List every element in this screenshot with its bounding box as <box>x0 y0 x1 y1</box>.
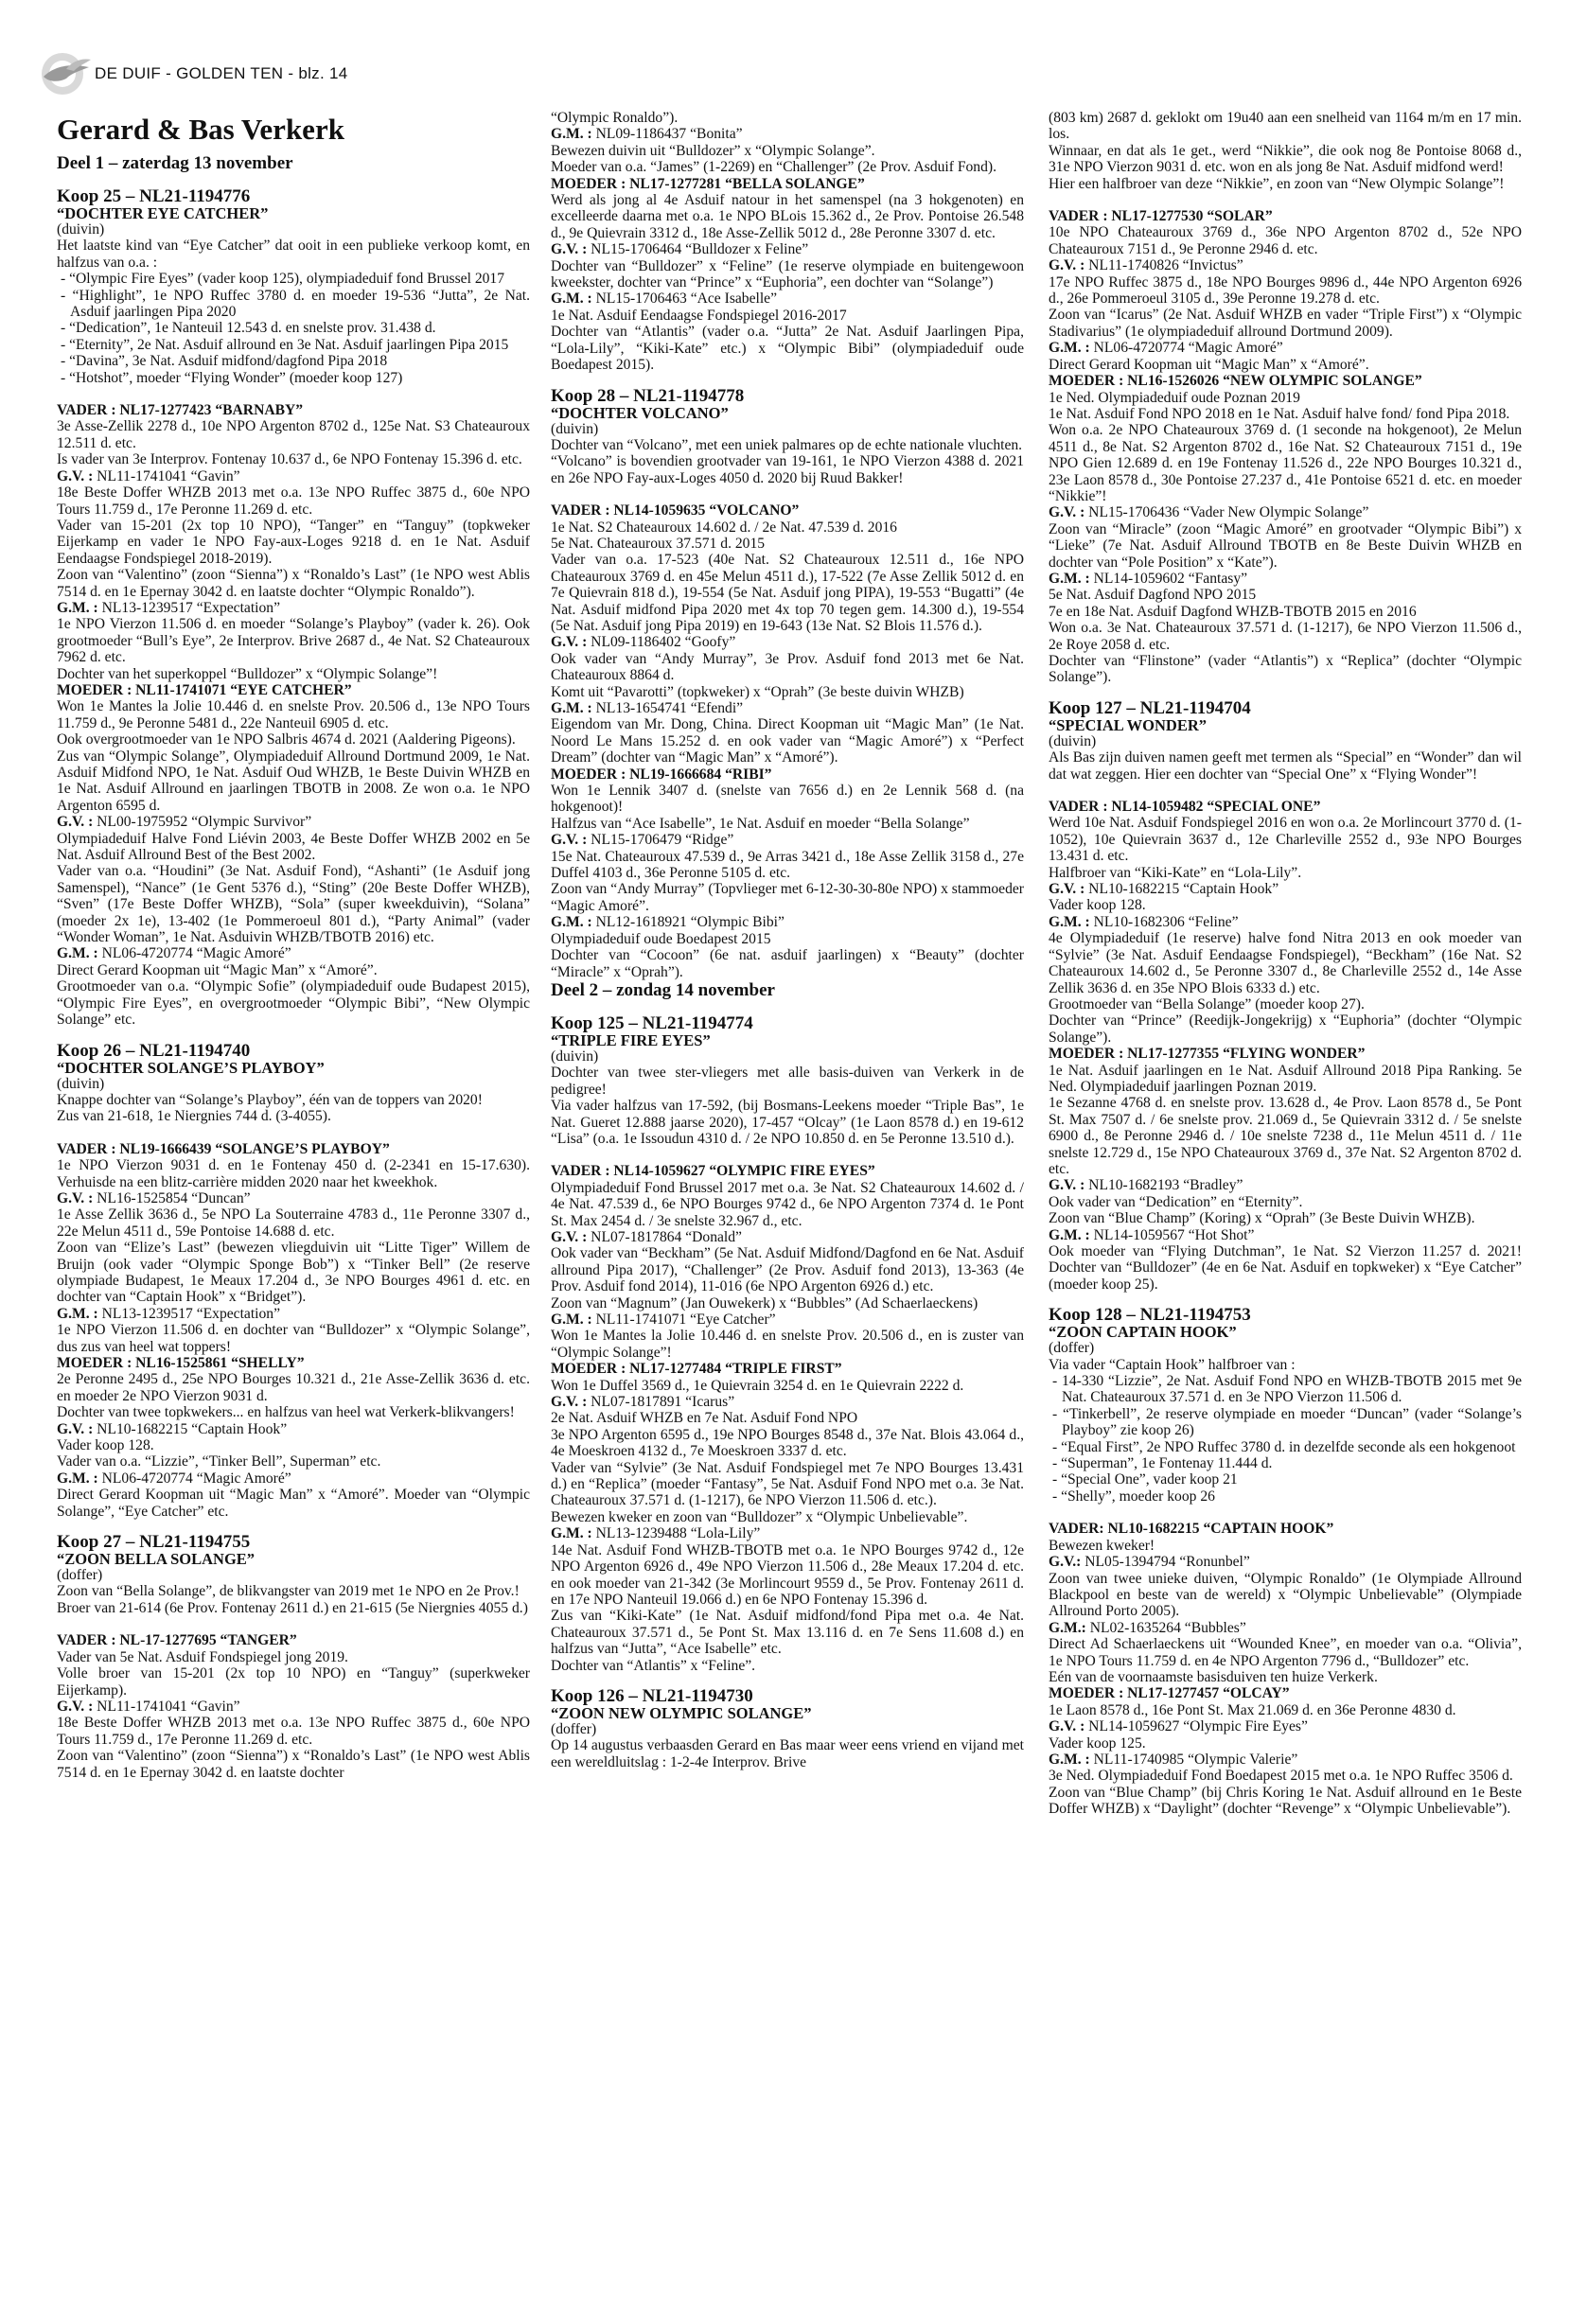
parent-heading: MOEDER : NL17-1277281 “BELLA SOLANGE” <box>551 175 865 192</box>
pedigree-value: NL11-1741041 “Gavin” <box>93 467 240 484</box>
paragraph: Zoon van “Icarus” (2e Nat. Asduif WHZB en vader “Triple First”) x “Olympic Stadivarius” (1e olympiadeduif allround Dortmund 2009). <box>1049 307 1522 340</box>
spacer <box>551 1147 1024 1163</box>
paragraph: Ook moeder van “Flying Dutchman”, 1e Nat. S2 Vierzon 11.257 d. 2021! Dochter van “Bulldozer” (4e en 6e Nat. Asduif en topkweker) x “Eye Catcher” (moeder koop 25). <box>1049 1243 1522 1293</box>
paragraph: Zoon van “Valentino” (zoon “Sienna”) x “Ronaldo’s Last” (1e NPO west Ablis 7514 d. en 1e Epernay 3042 d. en laatste dochter “Olympic Ronaldo”). <box>57 567 530 600</box>
pedigree-value: NL09-1186402 “Goofy” <box>587 634 736 651</box>
paragraph: 2e Peronne 2495 d., 25e NPO Bourges 10.321 d., 21e Asse-Zellik 3636 d. etc. en moeder 2e NPO Vierzon 9031 d. <box>57 1371 530 1404</box>
parent-heading: VADER : NL14-1059635 “VOLCANO” <box>551 502 800 519</box>
pedigree-label: G.M. : <box>551 1525 592 1542</box>
paragraph: Direct Gerard Koopman uit “Magic Man” x “Amoré”. <box>57 961 378 978</box>
pedigree-value: NL11-1741071 “Eye Catcher” <box>591 1312 776 1328</box>
pedigree-line <box>1049 1554 1522 1570</box>
pedigree-value: NL15-1706436 “Vader New Olympic Solange” <box>1084 504 1369 521</box>
lot-heading <box>57 1042 530 1092</box>
paragraph: “Volcano” is bovendien grootvader van 19-161, 1e NPO Vierzon 4388 d. 2021 en 26e NPO Fay-aux-Loges 4050 d. 2020 bij Ruud Bakker! <box>551 453 1024 486</box>
paragraph: 3e Asse-Zellik 2278 d., 10e NPO Argenton 8702 d., 125e Nat. S3 Chateauroux 12.511 d. etc. <box>57 418 530 451</box>
lot-heading <box>57 1533 530 1583</box>
paragraph: 4e Olympiadeduif (1e reserve) halve fond Nitra 2013 en ook moeder van “Sylvie” (3e Nat. Asduif Eendaagse Fondspiegel), “Beckham” (16e Nat. S2 Chateauroux 14.602 d., 5e Peronne 3307 d., 8e Charleville 2552 d., 14e Asse Zellik 3636 d. en 35e NPO Blois 6333 d.) etc. <box>1049 930 1522 996</box>
lot-sex: (doffer) <box>551 1720 597 1737</box>
pedigree-label: G.V. : <box>551 1394 588 1411</box>
list-item: - “Eternity”, 2e Nat. Asduif allround en 3e Nat. Asduif jaarlingen Pipa 2015 <box>61 336 509 353</box>
spacer <box>1049 1505 1522 1521</box>
paragraph: “Olympic Ronaldo”). <box>551 110 679 126</box>
column-3 <box>1049 110 1522 1818</box>
pedigree-line <box>1049 881 1522 897</box>
pedigree-line <box>551 1525 1024 1541</box>
parent-heading: MOEDER : NL16-1525861 “SHELLY” <box>57 1355 305 1371</box>
pedigree-line <box>57 1306 530 1322</box>
pedigree-value: NL10-1682215 “Captain Hook” <box>1084 881 1279 898</box>
pedigree-label: G.V. : <box>57 467 94 484</box>
paragraph: Won 1e Mantes la Jolie 10.446 d. en snelste Prov. 20.506 d., en is zuster van “Olympic Solange”! <box>551 1328 1024 1361</box>
pedigree-line <box>57 1699 530 1715</box>
parent-heading: VADER : NL17-1277530 “SOLAR” <box>1049 208 1273 225</box>
paragraph: Dochter van “Prince” (Reedijk-Jongekrijg) x “Euphoria” (dochter “Olympic Solange”). <box>1049 1012 1522 1046</box>
pedigree-line <box>1049 1620 1522 1636</box>
paragraph: Dochter van “Cocoon” (6e nat. asduif jaarlingen) x “Beauty” (dochter “Miracle” x “Oprah”). <box>551 947 1024 980</box>
paragraph: Dochter van “Atlantis” (vader o.a. “Jutta” 2e Nat. Asduif Jaarlingen Pipa, “Lola-Lily”, “Kiki-Kate” etc.) x “Olympic Bibi” (olympiadeduif oude Boedapest 2015). <box>551 324 1024 374</box>
spacer <box>57 386 530 402</box>
paragraph: Dochter van “Volcano”, met een uniek palmares op de echte nationale vluchten. <box>551 436 1023 453</box>
paragraph: Zoon van “Valentino” (zoon “Sienna”) x “Ronaldo’s Last” (1e NPO west Ablis 7514 d. en 1e Epernay 3042 d. en laatste dochter <box>57 1748 530 1781</box>
paragraph: Hier een halfbroer van deze “Nikkie”, en zoon van “New Olympic Solange”! <box>1049 175 1505 192</box>
paragraph: Via vader “Captain Hook” halfbroer van : <box>1049 1356 1296 1373</box>
lot-sex: (doffer) <box>57 1567 103 1584</box>
pedigree-value: NL06-4720774 “Magic Amoré” <box>1089 340 1283 357</box>
paragraph: Vader koop 128. <box>57 1437 154 1454</box>
paragraph: Ook vader van “Andy Murray”, 3e Prov. Asduif fond 2013 met 6e Nat. Chateauroux 8864 d. <box>551 650 1024 684</box>
lot-name: “DOCHTER EYE CATCHER” <box>57 204 269 222</box>
paragraph: Vader van 5e Nat. Asduif Fondspiegel jong 2019. <box>57 1648 348 1665</box>
lot-name: “TRIPLE FIRE EYES” <box>551 1030 711 1049</box>
paragraph: Grootmoeder van o.a. “Olympic Sofie” (olympiadeduif oude Budapest 2015), “Olympic Fire Eyes”, en overgrootmoeder “Olympic Bibi”, “New Olympic Solange” etc. <box>57 978 530 1029</box>
paragraph: 14e Nat. Asduif Fond WHZB-TBOTB met o.a. 1e NPO Bourges 9742 d., 12e NPO Argenton 6926 d., 49e NPO Vierzon 11.506 d., 28e Meaux 17.204 d. etc. en ook moeder van 21-342 (3e Morlincourt 9559 d., 5e Prov. Fontenay 2611 d. en 17e NPO Nanteuil 19.066 d.) en 6e NPO Fontenay 15.396 d. <box>551 1541 1024 1608</box>
pedigree-label: G.M. : <box>551 126 592 143</box>
paragraph: Bewezen kweker en zoon van “Bulldozer” x “Olympic Unbelievable”. <box>551 1508 968 1525</box>
pedigree-line <box>57 1470 530 1487</box>
column-1 <box>57 153 530 1781</box>
paragraph: Eigendom van Mr. Dong, China. Direct Koopman uit “Magic Man” (1e Nat. Noord Le Mans 15.252 d. en ook vader van “Magic Amoré”) x “Perfect Dream” (dochter van “Magic Man” x “Amoré”). <box>551 716 1024 766</box>
pedigree-value: NL14-1059567 “Hot Shot” <box>1089 1226 1255 1243</box>
paragraph: Dochter van twee topkwekers... en halfzus van heel wat Verkerk-blikvangers! <box>57 1404 515 1421</box>
lot-name: “DOCHTER SOLANGE’S PLAYBOY” <box>57 1058 325 1077</box>
pedigree-label: G.V. : <box>57 814 94 831</box>
paragraph: Won 1e Mantes la Jolie 10.446 d. en snelste Prov. 20.506 d., 13e NPO Tours 11.759 d., 9e Peronne 5481 d., 22e Nanteuil 6905 d. etc. <box>57 698 530 731</box>
paragraph: Vader van o.a. “Houdini” (3e Nat. Asduif Fond), “Ashanti” (1e Asduif jong Samenspel), “Nance” (1e Gent 5376 d.), “Sting” (20e Beste Doffer WHZB), “Sven” (17e Beste Doffer WHZB), “Sola” (super kweekduivin), “Solana” (moeder 2x 1e), 13-402 (1e Pommeroeul 801 d.), “Party Animal” (vader “Wonder Woman”, 1e Nat. Asduivin WHZB/TBOTB 2016) etc. <box>57 863 530 946</box>
parent-heading: VADER : NL-17-1277695 “TANGER” <box>57 1632 297 1649</box>
paragraph: Bewezen kweker! <box>1049 1537 1155 1554</box>
pedigree-label: G.M. : <box>57 1470 98 1487</box>
lot-number: Koop 127 – NL21-1194704 <box>1049 697 1251 718</box>
pedigree-line <box>1049 504 1522 520</box>
paragraph: Ook vader van “Dedication” en “Eternity”. <box>1049 1193 1303 1210</box>
list-item: - “Davina”, 3e Nat. Asduif midfond/dagfond Pipa 2018 <box>61 353 388 370</box>
pedigree-label: G.V. : <box>57 1420 94 1437</box>
paragraph: Is vader van 3e Interprov. Fontenay 10.637 d., 6e NPO Fontenay 15.396 d. etc. <box>57 451 522 468</box>
pedigree-label: G.V. : <box>551 241 588 258</box>
paragraph: 18e Beste Doffer WHZB 2013 met o.a. 13e NPO Ruffec 3875 d., 60e NPO Tours 11.759 d., 17e Peronne 11.269 d. etc. <box>57 1715 530 1748</box>
parent-heading: VADER : NL14-1059482 “SPECIAL ONE” <box>1049 799 1321 816</box>
lot-name: “DOCHTER VOLCANO” <box>551 403 729 422</box>
pedigree-label: G.V. : <box>1049 1177 1085 1194</box>
section-heading: Deel 1 – zaterdag 13 november <box>57 153 293 173</box>
paragraph: Won 1e Lennik 3407 d. (snelste van 7656 d.) en 2e Lennik 568 d. (na hokgenoot)! <box>551 783 1024 816</box>
paragraph: Zoon van “Magnum” (Jan Ouwekerk) x “Bubbles” (Ad Schaerlaeckens) <box>551 1294 979 1312</box>
paragraph: Vader van 15-201 (2x top 10 NPO), “Tanger” en “Tanguy” (topkweker Eijerkamp en vader 1e NPO Fay-aux-Loges 9218 d. en 1e Nat. Asduif Eendaagse Fondspiegel 2018-2019). <box>57 517 530 567</box>
pedigree-line <box>551 126 1024 142</box>
pedigree-label: G.M. : <box>551 914 592 931</box>
lot-name: “ZOON CAPTAIN HOOK” <box>1049 1323 1237 1342</box>
paragraph: 1e NPO Vierzon 11.506 d. en moeder “Solange’s Playboy” (vader k. 26). Ook grootmoeder “Bull’s Eye”, 2e Interprov. Brive 2687 d., 4e Nat. S2 Chateauroux 7962 d. etc. <box>57 616 530 666</box>
parent-heading: MOEDER : NL17-1277457 “OLCAY” <box>1049 1685 1290 1702</box>
pedigree-line <box>1049 571 1522 587</box>
paragraph: 10e NPO Chateauroux 3769 d., 36e NPO Argenton 8702 d., 52e NPO Chateauroux 7151 d., 9e Peronne 2946 d. etc. <box>1049 224 1522 257</box>
lot-number: Koop 125 – NL21-1194774 <box>551 1012 753 1033</box>
lot-name: “ZOON BELLA SOLANGE” <box>57 1550 256 1569</box>
pedigree-value: NL05-1394794 “Ronunbel” <box>1081 1554 1250 1571</box>
pedigree-line <box>1049 340 1522 356</box>
spacer <box>1049 783 1522 799</box>
pedigree-line <box>57 468 530 484</box>
paragraph: Direct Ad Schaerlaeckens uit “Wounded Knee”, en moeder van o.a. “Olivia”, 1e NPO Tours 11.759 d. en 4e NPO Argenton 7796 d., “Bulldozer” etc. <box>1049 1636 1522 1669</box>
paragraph: 3e Ned. Olympiadeduif Fond Boedapest 2015 met o.a. 1e NPO Ruffec 3506 d. <box>1049 1768 1513 1785</box>
list-item: - “Special One”, vader koop 21 <box>1052 1471 1238 1488</box>
pedigree-line <box>57 814 530 830</box>
pedigree-value: NL00-1975952 “Olympic Survivor” <box>93 814 312 831</box>
paragraph: 1e Sezanne 4768 d. en snelste prov. 13.628 d., 4e Prov. Laon 8578 d., 5e Pont St. Max 7507 d. / 6e snelste prov. 21.069 d., 5e Quievrain 3312 d. / 5e snelste 6900 d., 8e Peronne 2946 d. / 10e snelste 7238 d., 11e Melun 4511 d. / 11e snelste 12.729 d., 15e NPO Chateauroux 3769 d., 37e Nat. S2 Argenton 8702 d. etc. <box>1049 1095 1522 1177</box>
paragraph: Ook vader van “Beckham” (5e Nat. Asduif Midfond/Dagfond en 6e Nat. Asduif allround Pipa 2017), “Challenger” (2e Prov. Asduif fond 2013), 13-363 (4e Prov. Asduif fond 2014), 11-016 (6e NPO Argenton 6926 d.) etc. <box>551 1245 1024 1295</box>
paragraph: Won 1e Duffel 3569 d., 1e Quievrain 3254 d. en 1e Quievrain 2222 d. <box>551 1377 964 1394</box>
paragraph: 18e Beste Doffer WHZB 2013 met o.a. 13e NPO Ruffec 3875 d., 60e NPO Tours 11.759 d., 17e Peronne 11.269 d. etc. <box>57 484 530 518</box>
pedigree-value: NL13-1654741 “Efendi” <box>591 700 744 716</box>
pedigree-value: NL15-1706464 “Bulldozer x Feline” <box>587 241 809 258</box>
parent-heading: MOEDER : NL17-1277484 “TRIPLE FIRST” <box>551 1361 842 1378</box>
pedigree-value: NL15-1706479 “Ridge” <box>587 832 734 849</box>
pedigree-value: NL13-1239517 “Expectation” <box>97 599 281 616</box>
pedigree-line <box>1049 1752 1522 1768</box>
pedigree-line <box>1049 1718 1522 1734</box>
pedigree-line <box>1049 1227 1522 1243</box>
lot-heading <box>551 1687 1024 1737</box>
paragraph: Vader koop 128. <box>1049 897 1146 914</box>
lot-sex: (duivin) <box>57 221 105 238</box>
pedigree-line <box>551 1394 1024 1410</box>
page-title: Gerard & Bas Verkerk <box>57 113 344 146</box>
paragraph: Zoon van “Blue Champ” (Koring) x “Oprah” (3e Beste Duivin WHZB). <box>1049 1210 1475 1227</box>
pedigree-label: G.V. : <box>551 832 588 849</box>
pedigree-label: G.V. : <box>551 1228 588 1245</box>
paragraph: 1e Ned. Olympiadeduif oude Poznan 2019 <box>1049 389 1300 406</box>
pedigree-line <box>551 1229 1024 1245</box>
pedigree-label: G.M. : <box>57 945 98 962</box>
lot-number: Koop 27 – NL21-1194755 <box>57 1532 251 1553</box>
pedigree-value: NL09-1186437 “Bonita” <box>591 126 743 143</box>
paragraph: 1e Nat. S2 Chateauroux 14.602 d. / 2e Nat. 47.539 d. 2016 <box>551 519 897 536</box>
paragraph: 3e NPO Argenton 6595 d., 19e NPO Bourges 8548 d., 37e Nat. Blois 43.064 d., 4e Moeskroen 4132 d., 7e Moeskroen 3337 d. etc. <box>551 1426 1024 1460</box>
pedigree-value: NL12-1618921 “Olympic Bibi” <box>591 914 785 931</box>
paragraph: Broer van 21-614 (6e Prov. Fontenay 2611 d.) en 21-615 (5e Niergnies 4055 d.) <box>57 1599 528 1616</box>
paragraph: Zus van 21-618, 1e Niergnies 744 d. (3-4055). <box>57 1108 331 1125</box>
pedigree-label: G.V. : <box>57 1189 94 1206</box>
paragraph: Zoon van “Andy Murray” (Topvlieger met 6-12-30-30-80e NPO) x stammoeder “Magic Amoré”. <box>551 881 1024 914</box>
parent-heading: VADER : NL19-1666439 “SOLANGE’S PLAYBOY” <box>57 1140 390 1157</box>
parent-heading: VADER: NL10-1682215 “CAPTAIN HOOK” <box>1049 1521 1334 1538</box>
list-item: - “Equal First”, 2e NPO Ruffec 3780 d. in dezelfde seconde als een hokgenoot <box>1052 1438 1516 1455</box>
pedigree-line <box>57 1421 530 1437</box>
pedigree-label: G.V. : <box>1049 504 1085 521</box>
list-item: - “Dedication”, 1e Nanteuil 12.543 d. en snelste prov. 31.438 d. <box>61 320 436 337</box>
pedigree-value: NL07-1817891 “Icarus” <box>587 1394 735 1411</box>
paragraph: Ook overgrootmoeder van 1e NPO Salbris 4674 d. 2021 (Aaldering Pigeons). <box>57 731 516 748</box>
pedigree-line <box>1049 1177 1522 1193</box>
paragraph: 5e Nat. Asduif Dagfond NPO 2015 <box>1049 587 1257 604</box>
parent-heading: MOEDER : NL16-1526026 “NEW OLYMPIC SOLANGE” <box>1049 373 1422 390</box>
pedigree-value: NL16-1525854 “Duncan” <box>93 1189 251 1206</box>
pedigree-value: NL13-1239488 “Lola-Lily” <box>591 1525 761 1542</box>
paragraph: 1e Asse Zellik 3636 d., 5e NPO La Souterraine 4783 d., 11e Peronne 3307 d., 22e Melun 4511 d., 59e Pontoise 14.688 d. etc. <box>57 1206 530 1240</box>
pedigree-label: G.M. : <box>551 290 592 308</box>
paragraph: 1e Laon 8578 d., 16e Pont St. Max 21.069 d. en 36e Peronne 4830 d. <box>1049 1701 1456 1718</box>
paragraph: Vader van o.a. “Lizzie”, “Tinker Bell”, Superman” etc. <box>57 1453 381 1470</box>
paragraph: 17e NPO Ruffec 3875 d., 18e NPO Bourges 9896 d., 44e NPO Argenton 6926 d., 26e Pommeroeul 3105 d., 39e Peronne 19.278 d. etc. <box>1049 273 1522 308</box>
paragraph: Zoon van “Blue Champ” (bij Chris Koring 1e Nat. Asduif allround en 1e Beste Doffer WHZB) x “Daylight” (dochter “Revenge” x “Olympic Unbelievable”). <box>1049 1784 1522 1818</box>
list-item: - “Shelly”, moeder koop 26 <box>1052 1488 1215 1505</box>
pedigree-label: G.M. : <box>1049 913 1090 930</box>
list-item: - “Highlight”, 1e NPO Ruffec 3780 d. en moeder 19-536 “Jutta”, 2e Nat. Asduif jaarlingen Pipa 2020 <box>61 287 530 321</box>
lot-name: “ZOON NEW OLYMPIC SOLANGE” <box>551 1703 812 1722</box>
paragraph: Won o.a. 2e NPO Chateauroux 3769 d. (1 seconde na hokgenoot), 2e Melun 4511 d., 8e Nat. S2 Argenton 8702 d., 16e Nat. S2 Chateauroux 7151 d., 19e NPO Gien 12.689 d. en 19e Fontenay 11.526 d., 22e NPO Bourges 10.321 d., 23e Laon 8578 d., 30e Pontoise 27.237 d., 41e Pontoise 6521 d. etc. en moeder “Nikkie”! <box>1049 422 1522 504</box>
pedigree-line <box>551 290 1024 307</box>
pedigree-value: NL06-4720774 “Magic Amoré” <box>97 1470 291 1487</box>
paragraph: Moeder van o.a. “James” (1-2269) en “Challenger” (2e Prov. Asduif Fond). <box>551 159 996 176</box>
spacer <box>57 1125 530 1141</box>
lot-sex: (duivin) <box>57 1075 105 1092</box>
paragraph: Won o.a. 3e Nat. Chateauroux 37.571 d. (1-1217), 6e NPO Vierzon 11.506 d., 2e Roye 2058 d. etc. <box>1049 620 1522 653</box>
paragraph: Bewezen duivin uit “Bulldozer” x “Olympic Solange”. <box>551 142 875 159</box>
pedigree-value: NL10-1682193 “Bradley” <box>1084 1177 1243 1194</box>
paragraph: Direct Gerard Koopman uit “Magic Man” x “Amoré”. <box>1049 356 1369 373</box>
paragraph: 7e en 18e Nat. Asduif Dagfond WHZB-TBOTB 2015 en 2016 <box>1049 603 1417 620</box>
publication-header: DE DUIF - GOLDEN TEN - blz. 14 <box>95 64 348 82</box>
list-item: - “Tinkerbell”, 2e reserve olympiade en moeder “Duncan” (vader “Solange’s Playboy” zie koop 26) <box>1052 1405 1522 1439</box>
paragraph: Zus van “Kiki-Kate” (1e Nat. Asduif midfond/fond Pipa met o.a. 4e Nat. Chateauroux 37.571 d., 5e Pont St. Max 13.116 d. en 7e Sens 11.608 d.) en halfzus van “Jutta”, “Ace Isabelle” etc. <box>551 1608 1024 1658</box>
paragraph: Zoon van “Miracle” (zoon “Magic Amoré” en grootvader “Olympic Bibi”) x “Lieke” (7e Nat. Asduif Allround TBOTB en 8e Beste Duivin WHZB en dochter van “Pole Position” x “Kate”). <box>1049 520 1522 571</box>
parent-heading: MOEDER : NL19-1666684 “RIBI” <box>551 766 772 783</box>
pedigree-label: G.V. : <box>1049 257 1085 274</box>
paragraph: (803 km) 2687 d. geklokt om 19u40 aan een snelheid van 1164 m/m en 17 min. los. <box>1049 110 1522 143</box>
paragraph: Eén van de voornaamste basisduiven ten huize Verkerk. <box>1049 1668 1378 1685</box>
paragraph: Grootmoeder van “Bella Solange” (moeder koop 27). <box>1049 995 1365 1012</box>
lot-heading <box>1049 699 1522 749</box>
list-item: - “Hotshot”, moeder “Flying Wonder” (moeder koop 127) <box>61 369 403 386</box>
pedigree-value: NL15-1706463 “Ace Isabelle” <box>591 290 778 308</box>
paragraph: Vader van “Sylvie” (3e Nat. Asduif Fondspiegel met 7e NPO Bourges 13.431 d.) en “Replica” (moeder “Fantasy”, 5e Nat. Asduif Fond NPO met o.a. 3e Nat. Chateauroux 37.571 d. (1-1217), 6e NPO Vierzon 11.506 d. etc.). <box>551 1459 1024 1509</box>
pedigree-line <box>551 832 1024 848</box>
section-heading: Deel 2 – zondag 14 november <box>551 979 775 1000</box>
pedigree-label: G.V. : <box>1049 1718 1085 1735</box>
paragraph: Direct Gerard Koopman uit “Magic Man” x “Amoré”. Moeder van “Olympic Solange”, “Eye Catcher” etc. <box>57 1487 530 1520</box>
pedigree-value: NL02-1635264 “Bubbles” <box>1085 1619 1246 1636</box>
paragraph: Als Bas zijn duiven namen geeft met termen als “Special” en “Wonder” dan wil dat wat zeggen. Hier een dochter van “Special One” x “Flying Wonder”! <box>1049 749 1522 783</box>
pedigree-label: G.M. : <box>551 700 592 716</box>
list-item: - “Superman”, 1e Fontenay 11.444 d. <box>1052 1455 1273 1472</box>
paragraph: Winnaar, en dat als 1e get., werd “Nikkie”, die ook nog 8e Pontoise 8068 d., 31e NPO Vierzon 9031 d. etc. won en als jong 8e Nat. Asduif midfond werd! <box>1049 142 1522 176</box>
pedigree-label: G.V. : <box>551 634 588 651</box>
lot-sex: (doffer) <box>1049 1340 1095 1357</box>
paragraph: Halfbroer van “Kiki-Kate” en “Lola-Lily”. <box>1049 864 1302 881</box>
paragraph: Dochter van twee ster-vliegers met alle basis-duiven van Verkerk in de pedigree! <box>551 1065 1024 1098</box>
paragraph: 1e Nat. Asduif Fond NPO 2018 en 1e Nat. Asduif halve fond/ fond Pipa 2018. <box>1049 405 1510 422</box>
paragraph: Halfzus van “Ace Isabelle”, 1e Nat. Asduif en moeder “Bella Solange” <box>551 815 970 832</box>
pedigree-label: G.V. : <box>57 1698 94 1715</box>
paragraph: Zoon van “Bella Solange”, de blikvangster van 2019 met 1e NPO en 2e Prov.! <box>57 1583 520 1600</box>
pedigree-label: G.M. : <box>57 599 98 616</box>
pedigree-line <box>57 945 530 961</box>
paragraph: 1e NPO Vierzon 9031 d. en 1e Fontenay 450 d. (2-2341 en 15-17.630). Verhuisde na een blitz-carrière midden 2020 naar het kweekhok. <box>57 1157 530 1190</box>
lot-heading <box>551 387 1024 437</box>
paragraph: Knappe dochter van “Solange’s Playboy”, één van de toppers van 2020! <box>57 1091 483 1108</box>
pedigree-line <box>551 700 1024 716</box>
pedigree-label: G.V. : <box>1049 881 1085 898</box>
spacer <box>1049 192 1522 208</box>
pedigree-value: NL11-1741041 “Gavin” <box>93 1698 240 1715</box>
paragraph: Dochter van “Atlantis” x “Feline”. <box>551 1657 756 1674</box>
page-header <box>44 55 348 93</box>
list-item: - “Olympic Fire Eyes” (vader koop 125), olympiadeduif fond Brussel 2017 <box>61 271 505 288</box>
paragraph: Dochter van “Flinstone” (vader “Atlantis”) x “Replica” (dochter “Olympic Solange”). <box>1049 653 1522 686</box>
paragraph: Volle broer van 15-201 (2x top 10 NPO) en “Tanguy” (superkweker Eijerkamp). <box>57 1665 530 1699</box>
pedigree-line <box>57 600 530 616</box>
lot-number: Koop 28 – NL21-1194778 <box>551 385 745 406</box>
paragraph: Werd als jong al 4e Asduif natour in het samenspel (na 3 hokgenoten) en excelleerde daarna met o.a. 1e NPO BLois 15.362 d., 2e Prov. Pontoise 26.548 d., 9e Quievrain 3312 d., 18e Asse-Zellik 5012 d., 28e Peronne 3307 d. etc. <box>551 192 1024 241</box>
pedigree-value: NL10-1682306 “Feline” <box>1089 913 1239 930</box>
lot-sex: (duivin) <box>551 1048 599 1065</box>
lot-number: Koop 128 – NL21-1194753 <box>1049 1305 1251 1326</box>
pedigree-line <box>551 914 1024 930</box>
paragraph: Olympiadeduif oude Boedapest 2015 <box>551 930 771 947</box>
pedigree-line <box>1049 257 1522 273</box>
spacer <box>57 1616 530 1632</box>
pedigree-label: G.M.: <box>1049 1619 1086 1636</box>
pedigree-label: G.M. : <box>57 1305 98 1322</box>
paragraph: 5e Nat. Chateauroux 37.571 d. 2015 <box>551 535 766 552</box>
paragraph: Olympiadeduif Fond Brussel 2017 met o.a. 3e Nat. S2 Chateauroux 14.602 d. / 4e Nat. 47.539 d., 6e NPO Bourges 9742 d., 6e NPO Argenton 7374 d. 1e Pont St. Max 2454 d. / 3e snelste 32.967 d., etc. <box>551 1179 1024 1229</box>
lot-heading <box>57 187 530 238</box>
paragraph: Zus van “Olympic Solange”, Olympiadeduif Allround Dortmund 2009, 1e Nat. Asduif Midfond NPO, 1e Nat. Asduif Oud WHZB, 1e Beste Duivin WHZB en 1e Nat. Asduif Allround en jaarlingen TBOTB in 2008. Ze won o.a. 1e NPO Argenton 6595 d. <box>57 748 530 814</box>
lot-number: Koop 126 – NL21-1194730 <box>551 1685 753 1706</box>
paragraph: 2e Nat. Asduif WHZB en 7e Nat. Asduif Fond NPO <box>551 1410 858 1427</box>
pedigree-line <box>551 241 1024 257</box>
paragraph: Zoon van “Elize’s Last” (bewezen vliegduivin uit “Litte Tiger” Willem de Bruijn (ook vader “Olympic Sponge Bob”) x “Tinker Bell” (2e reserve olympiade Budapest, 1e Meaux 17.204 d., 3e NPO Bourges 4961 d. etc. en dochter van “Captain Hook” x “Bridget”). <box>57 1240 530 1306</box>
pedigree-label: G.M. : <box>1049 1226 1090 1243</box>
pedigree-label: G.M. : <box>551 1312 592 1328</box>
paragraph: Dochter van “Bulldozer” x “Feline” (1e reserve olympiade en buitengewoon kweekster, dochter van “Prince” x “Euphoria”, een dochter van “Solange”) <box>551 257 1024 291</box>
pedigree-value: NL11-1740826 “Invictus” <box>1084 257 1243 274</box>
lot-heading <box>551 1014 1024 1065</box>
paragraph: Het laatste kind van “Eye Catcher” dat ooit in een publieke verkoop komt, en halfzus van o.a. : <box>57 238 530 271</box>
column-2 <box>551 110 1024 1770</box>
list-item: - 14-330 “Lizzie”, 2e Nat. Asduif Fond NPO en WHZB-TBOTB 2015 met 9e Nat. Chateauroux 37.571 d. en 3e NPO Vierzon 11.506 d. <box>1052 1373 1522 1406</box>
lot-sex: (duivin) <box>1049 732 1097 749</box>
paragraph: 1e Nat. Asduif jaarlingen en 1e Nat. Asduif Allround 2018 Pipa Ranking. 5e Ned. Olympiadeduif jaarlingen Poznan 2019. <box>1049 1062 1522 1095</box>
pedigree-line <box>551 634 1024 650</box>
dove-logo-icon <box>34 44 112 103</box>
pedigree-value: NL14-1059627 “Olympic Fire Eyes” <box>1084 1718 1308 1735</box>
pedigree-value: NL11-1740985 “Olympic Valerie” <box>1089 1751 1298 1768</box>
lot-sex: (duivin) <box>551 420 599 437</box>
pedigree-value: NL06-4720774 “Magic Amoré” <box>97 945 291 962</box>
paragraph: Dochter van het superkoppel “Bulldozer” x “Olympic Solange”! <box>57 665 438 682</box>
parent-heading: VADER : NL17-1277423 “BARNABY” <box>57 402 304 419</box>
paragraph: Vader van o.a. 17-523 (40e Nat. S2 Chateauroux 12.511 d., 16e NPO Chateauroux 3769 d. en 45e Melun 4511 d.), 17-522 (7e Asse Zellik 5012 d. en 7e Quievrain 818 d.), 19-554 (5e Nat. Asduif jong PIPA), 19-553 “Bugatti” (4e Nat. Asduif midfond Pipa 2020 met 4x top 70 tegen gem. 14.300 d.), 19-554 (5e Nat. Asduif jong Pipa 2019) en 19-643 (13e Nat. S2 Blois 11.576 d.). <box>551 552 1024 634</box>
parent-heading: MOEDER : NL17-1277355 “FLYING WONDER” <box>1049 1046 1366 1063</box>
pedigree-value: NL07-1817864 “Donald” <box>587 1228 742 1245</box>
pedigree-value: NL10-1682215 “Captain Hook” <box>93 1420 288 1437</box>
paragraph: Zoon van twee unieke duiven, “Olympic Ronaldo” (1e Olympiade Allround Blackpool en beste van de wereld) x “Olympic Unbelievable” (Olympiade Allround Porto 2005). <box>1049 1570 1522 1620</box>
spacer <box>551 486 1024 502</box>
paragraph: Op 14 augustus verbaasden Gerard en Bas maar weer eens vriend en vijand met een wereldluitslag : 1-2-4e Interprov. Brive <box>551 1737 1024 1770</box>
paragraph: Komt uit “Pavarotti” (topkweker) x “Oprah” (3e beste duivin WHZB) <box>551 683 964 700</box>
paragraph: 15e Nat. Chateauroux 47.539 d., 9e Arras 3421 d., 18e Asse Zellik 3158 d., 27e Duffel 4103 d., 36e Peronne 5105 d. etc. <box>551 848 1024 882</box>
pedigree-label: G.V.: <box>1049 1554 1082 1571</box>
paragraph: Olympiadeduif Halve Fond Liévin 2003, 4e Beste Doffer WHZB 2002 en 5e Nat. Asduif Allround Best of the Best 2002. <box>57 830 530 864</box>
pedigree-value: NL14-1059602 “Fantasy” <box>1089 570 1248 587</box>
paragraph: Vader koop 125. <box>1049 1734 1146 1752</box>
lot-number: Koop 25 – NL21-1194776 <box>57 186 251 206</box>
parent-heading: VADER : NL14-1059627 “OLYMPIC FIRE EYES” <box>551 1163 875 1180</box>
parent-heading: MOEDER : NL11-1741071 “EYE CATCHER” <box>57 681 352 698</box>
paragraph: Werd 10e Nat. Asduif Fondspiegel 2016 en won o.a. 2e Morlincourt 3770 d. (1-1052), 10e Quievrain 3637 d., 12e Charleville 2552 d., 93e NPO Bourges 13.431 d. etc. <box>1049 815 1522 865</box>
paragraph: 1e Nat. Asduif Eendaagse Fondspiegel 2016-2017 <box>551 307 847 324</box>
pedigree-value: NL13-1239517 “Expectation” <box>97 1305 281 1322</box>
lot-heading <box>1049 1306 1522 1356</box>
lot-number: Koop 26 – NL21-1194740 <box>57 1040 251 1061</box>
pedigree-label: G.M. : <box>1049 570 1090 587</box>
pedigree-line <box>57 1190 530 1206</box>
lot-name: “SPECIAL WONDER” <box>1049 715 1208 734</box>
pedigree-line <box>551 1312 1024 1328</box>
pedigree-label: G.M. : <box>1049 1751 1090 1768</box>
pedigree-line <box>1049 914 1522 930</box>
paragraph: 1e NPO Vierzon 11.506 d. en dochter van “Bulldozer” x “Olympic Solange”, dus zus van heel wat toppers! <box>57 1322 530 1355</box>
pedigree-label: G.M. : <box>1049 340 1090 357</box>
paragraph: Via vader halfzus van 17-592, (bij Bosmans-Leekens moeder “Triple Bas”, 1e Nat. Gueret 12.888 jaarse 2020), 17-457 “Olcay” (1e Laon 8578 d.) en 19-612 “Lisa” (o.a. 1e Issoudun 4310 d. / 2e NPO 10.850 d. en 5e Peronne 13.510 d.). <box>551 1098 1024 1147</box>
